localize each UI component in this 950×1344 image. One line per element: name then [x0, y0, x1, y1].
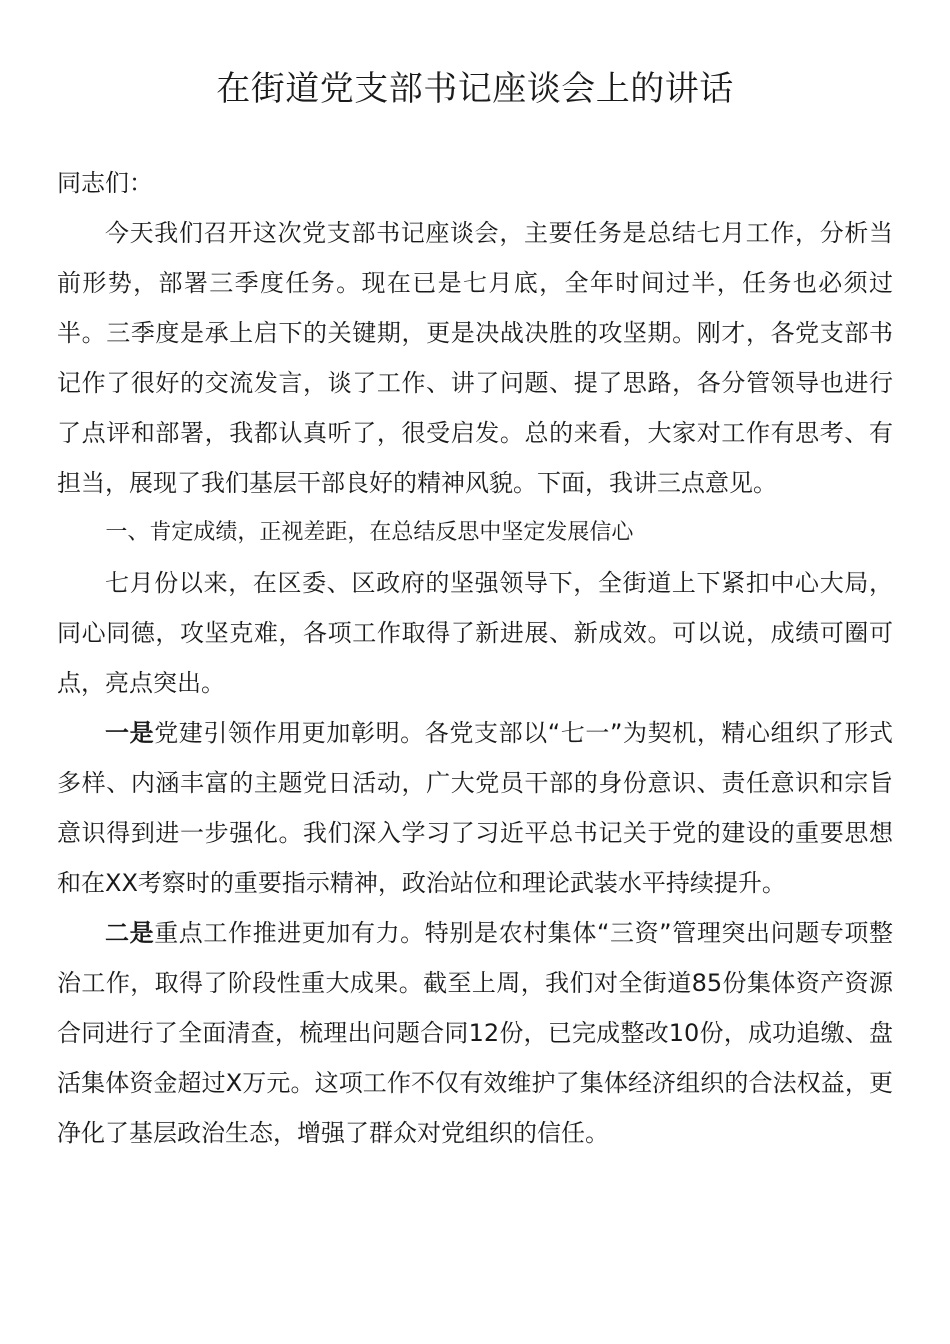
salutation: 同志们： [57, 169, 153, 197]
document-page [57, 60, 893, 1158]
point-2-paragraph [57, 908, 893, 1158]
intro-paragraph: 今天我们召开这次党支部书记座谈会，主要任务是总结七月工作，分析当前形势，部署三季度任务。现在已是七月底，全年时间过半，任务也必须过半。三季度是承上启下的关键期，更是决战决胜的攻坚期。刚才，各党支部书记作了很好的交流发言，谈了工作、讲了问题、提了思路，各分管领导也进行了点评和部署，我都认真听了，很受启发。总的来看，大家对工作有思考、有担当，展现了我们基层干部良好的精神风貌。下面，我讲三点意见。 [57, 219, 893, 497]
point-1-text: 党建引领作用更加彰明。各党支部以“七一”为契机，精心组织了形式多样、内涵丰富的主题党日活动，广大党员干部的身份意识、责任意识和宗旨意识得到进一步强化。我们深入学习了习近平总书记关于党的建设的重要思想和在XX考察时的重要指示精神，政治站位和理论武装水平持续提升。 [57, 719, 893, 897]
section-1-intro-paragraph: 七月份以来，在区委、区政府的坚强领导下，全街道上下紧扣中心大局，同心同德，攻坚克难，各项工作取得了新进展、新成效。可以说，成绩可圈可点，亮点突出。 [57, 569, 893, 697]
point-1-lead: 一是 [105, 719, 155, 747]
document-title: 在街道党支部书记座谈会上的讲话 [216, 69, 734, 109]
section-1-heading: 一、肯定成绩，正视差距，在总结反思中坚定发展信心 [105, 520, 634, 545]
point-2-text: 重点工作推进更加有力。特别是农村集体“三资”管理突出问题专项整治工作，取得了阶段性重大成果。截至上周，我们对全街道85份集体资产资源合同进行了全面清查，梳理出问题合同12份，已完成整改10份，成功追缴、盘活集体资金超过X万元。这项工作不仅有效维护了集体经济组织的合法权益，更净化了基层政治生态，增强了群众对党组织的信任。 [57, 919, 893, 1147]
point-2-lead: 二是 [105, 919, 155, 947]
point-1-paragraph [57, 708, 893, 908]
